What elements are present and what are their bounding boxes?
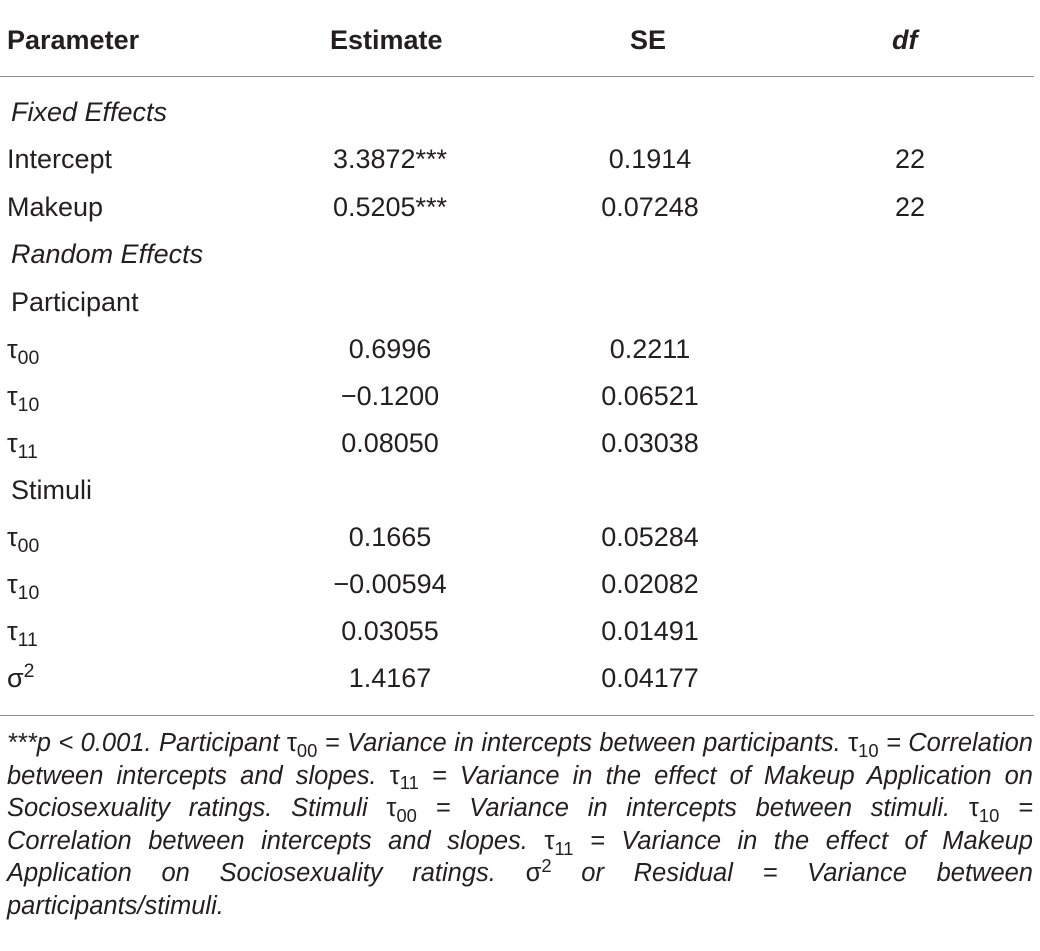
cell-estimate: −0.00594: [333, 569, 447, 599]
cell-df: 22: [894, 144, 926, 174]
cell-estimate: 0.6996: [348, 334, 432, 364]
subsection-label: Stimuli: [11, 475, 93, 505]
cell-parameter: $\tau_{10}$: [7, 381, 40, 417]
subsection-label: Participant: [11, 287, 139, 317]
subsection-participant: [0, 284, 1034, 328]
cell-estimate: 0.1665: [348, 522, 432, 552]
cell-parameter: $\tau_{00}$: [7, 522, 40, 558]
section-label: Random Effects: [11, 239, 204, 269]
cell-estimate: 0.5205***: [332, 192, 448, 222]
bottom-rule: [0, 715, 1034, 716]
table-row: [0, 613, 1034, 657]
cell-estimate: 0.08050: [341, 428, 439, 458]
cell-parameter: Intercept: [7, 144, 113, 174]
table-footnote: ***p < 0.001. Participant $\tau_{00}$ = Variance in intercepts between participants. $\tau_{10}$ = Correlation between intercepts and slopes. $\tau_{11}$ = Variance in the effect of Makeup Application on Sociosexuality ratings. Stimuli $\tau_{00}$ = Variance in intercepts between stimuli. $\tau_{10}$ = Correlation between intercepts and slopes. $\tau_{11}$ = Variance in the effect of Makeup Application on Sociosexuality ratings. $\sigma^2$ or Residual = Variance between participants/stimuli.: [7, 729, 1033, 920]
cell-parameter: $\tau_{10}$: [7, 569, 40, 605]
subsection-stimuli: [0, 472, 1034, 516]
cell-df: 22: [894, 192, 926, 222]
cell-se: 0.03038: [601, 428, 699, 458]
cell-parameter: $\sigma^2$: [7, 660, 35, 693]
cell-se: 0.01491: [601, 616, 699, 646]
cell-estimate: 1.4167: [348, 663, 432, 693]
table-header: [0, 22, 1034, 62]
cell-estimate: −0.1200: [340, 381, 440, 411]
cell-se: 0.04177: [601, 663, 699, 693]
cell-se: 0.05284: [601, 522, 699, 552]
cell-se: 0.1914: [608, 144, 692, 174]
top-rule: [0, 76, 1034, 77]
header-parameter: Parameter: [7, 25, 140, 55]
table-row: [0, 141, 1034, 185]
table-row: [0, 660, 1034, 704]
cell-parameter: Makeup: [7, 192, 104, 222]
cell-parameter: $\tau_{11}$: [7, 616, 38, 652]
header-estimate: Estimate: [330, 25, 443, 55]
table-row: [0, 189, 1034, 233]
cell-parameter: $\tau_{00}$: [7, 334, 40, 370]
section-label: Fixed Effects: [11, 97, 168, 127]
table-row: [0, 378, 1034, 422]
section-fixed-effects: [0, 94, 1034, 138]
header-se: SE: [630, 25, 667, 55]
cell-se: 0.07248: [601, 192, 699, 222]
cell-estimate: 3.3872***: [332, 144, 448, 174]
section-random-effects: [0, 236, 1034, 280]
table-row: [0, 566, 1034, 610]
cell-se: 0.02082: [601, 569, 699, 599]
table-row: [0, 519, 1034, 563]
table-row: [0, 331, 1034, 375]
cell-se: 0.06521: [601, 381, 699, 411]
cell-parameter: $\tau_{11}$: [7, 428, 38, 464]
cell-estimate: 0.03055: [341, 616, 439, 646]
table-row: [0, 425, 1034, 469]
header-df: df: [892, 25, 918, 55]
cell-se: 0.2211: [609, 334, 691, 364]
